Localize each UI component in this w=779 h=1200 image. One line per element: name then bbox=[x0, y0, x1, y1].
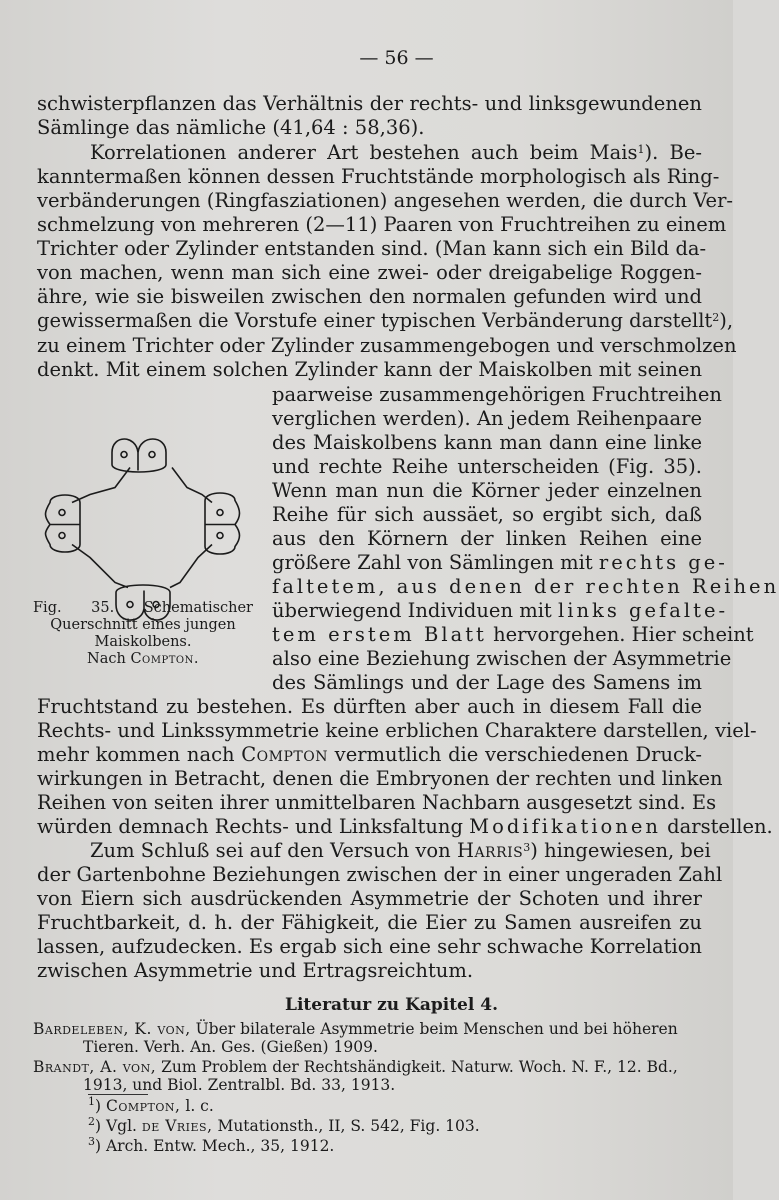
text-line: Wenn man nun die Körner jeder einzelnen bbox=[272, 479, 702, 502]
text-segment: Korrelationen anderer Art bestehen auch beim Mais bbox=[90, 141, 638, 164]
text-line bbox=[37, 839, 711, 862]
kernel-dot bbox=[121, 452, 127, 458]
page-number: — 56 — bbox=[359, 47, 434, 69]
text-segment: gewissermaßen die Vorstufe einer typischen Verbänderung darstellt bbox=[37, 309, 713, 332]
text-line: ähre, wie sie bisweilen zwischen den normalen gefunden wird und bbox=[37, 285, 702, 308]
footnote-text: Arch. Entw. Mech., 35, 1912. bbox=[105, 1137, 335, 1155]
text-line: Fruchtbarkeit, d. h. der Fähigkeit, die Eier zu Samen ausreifen zu bbox=[37, 911, 702, 934]
text-line: Fruchtstand zu bestehen. Es dürften aber auch in diesem Fall die bbox=[37, 695, 702, 718]
text-line: von machen, wenn man sich eine zwei- oder dreigabelige Roggen- bbox=[37, 261, 702, 284]
footnote-ref: 2 bbox=[712, 311, 720, 324]
text-line: Sämlinge das nämliche (41,64 : 58,36). bbox=[37, 116, 425, 139]
caption-line: Fig. 35. Schematischer bbox=[33, 600, 253, 616]
figure-caption bbox=[33, 600, 253, 668]
text-segment: mehr kommen nach bbox=[37, 743, 235, 766]
footnote-text: l. c. bbox=[185, 1097, 214, 1115]
footnote-mark: 2 bbox=[88, 1115, 95, 1128]
reference-entry bbox=[33, 1020, 703, 1056]
text-line: der Gartenbohne Beziehungen zwischen der in einer ungeraden Zahl bbox=[37, 863, 723, 886]
text-line: also eine Beziehung zwischen der Asymmetrie bbox=[272, 647, 732, 670]
footnote-text: Mutationsth., II, S. 542, Fig. 103. bbox=[217, 1117, 480, 1135]
text-segment: vermutlich die verschiedenen Druck- bbox=[334, 743, 703, 766]
kernel-pair-left bbox=[46, 495, 81, 552]
text-line bbox=[272, 599, 729, 622]
reference-author: Brandt, A. von, bbox=[33, 1058, 157, 1076]
kernel-dot bbox=[59, 533, 65, 539]
footnote: $^2$) Vgl. de Vries, Mutationsth., II, S. 542, Fig. 103. bbox=[88, 1115, 480, 1135]
text-line: von Eiern sich ausdrückenden Asymmetrie der Schoten und ihrer bbox=[37, 887, 702, 910]
spaced-emphasis: tem erstem Blatt bbox=[272, 623, 487, 646]
caption-line: Querschnitt eines jungen bbox=[50, 617, 236, 633]
footnote-mark: 3 bbox=[88, 1135, 95, 1148]
literature-heading: Literatur zu Kapitel 4. bbox=[285, 995, 498, 1015]
text-line: kanntermaßen können dessen Fruchtstände morphologisch als Ring- bbox=[37, 165, 720, 188]
spaced-emphasis: Modifikationen bbox=[469, 815, 661, 838]
text-segment: würden demnach Rechts- und Linksfaltung bbox=[37, 815, 463, 838]
author-name: Compton, bbox=[105, 1097, 181, 1115]
text-line: lassen, aufzudecken. Es ergab sich eine sehr schwache Korrelation bbox=[37, 935, 702, 958]
text-line bbox=[272, 575, 779, 598]
caption-line: Maiskolbens. bbox=[94, 634, 192, 650]
text-line: Reihe für sich aussäet, so ergibt sich, daß bbox=[272, 503, 702, 526]
text-line bbox=[37, 141, 702, 164]
text-segment: ) bbox=[530, 839, 545, 862]
text-line: Trichter oder Zylinder entstanden sind. (Man kann sich ein Bild da- bbox=[37, 237, 707, 260]
footnote-mark: 1 bbox=[88, 1095, 95, 1108]
spaced-emphasis: links gefalte- bbox=[557, 599, 729, 622]
kernel-dot bbox=[217, 510, 223, 516]
text-line: aus den Körnern der linken Reihen eine bbox=[272, 527, 702, 550]
reference-text: Über bilaterale Asymmetrie beim Menschen und bei höheren bbox=[195, 1020, 678, 1038]
kernel-pair-top bbox=[112, 439, 166, 472]
text-line: schwisterpflanzen das Verhältnis der rechts- und linksgewundenen bbox=[37, 92, 702, 115]
text-segment: ), bbox=[719, 309, 734, 332]
text-line bbox=[272, 551, 728, 574]
kernel-dot bbox=[217, 533, 223, 539]
footnote-divider bbox=[88, 1094, 148, 1095]
text-line: verbänderungen (Ringfasziationen) angesehen werden, die durch Ver- bbox=[37, 189, 734, 212]
text-line: paarweise zusammengehörigen Fruchtreihen bbox=[272, 383, 722, 406]
text-line: denkt. Mit einem solchen Zylinder kann der Maiskolben mit seinen bbox=[37, 358, 702, 381]
text-segment: Zum Schluß sei auf den Versuch von bbox=[90, 839, 451, 862]
text-line: zwischen Asymmetrie und Ertragsreichtum. bbox=[37, 959, 474, 982]
text-line: und rechte Reihe unterscheiden (Fig. 35). bbox=[272, 455, 702, 478]
caption-text: Nach bbox=[87, 651, 126, 667]
kernel-pair-right bbox=[205, 493, 240, 554]
footnote-ref: 1 bbox=[637, 143, 645, 156]
reference-entry bbox=[33, 1058, 703, 1094]
text-segment: überwiegend Individuen mit bbox=[272, 599, 552, 622]
caption-line bbox=[33, 651, 253, 668]
text-line: wirkungen in Betracht, denen die Embryonen der rechten und linken bbox=[37, 767, 723, 790]
text-segment: größere Zahl von Sämlingen mit bbox=[272, 551, 593, 574]
reference-text: Zum Problem der Rechtshändigkeit. Naturw. Woch. N. F., 12. Bd., bbox=[161, 1058, 678, 1076]
text-line bbox=[272, 623, 754, 646]
kernel-dot bbox=[149, 452, 155, 458]
spaced-emphasis: rechts ge- bbox=[598, 551, 728, 574]
text-line: des Maiskolbens kann man dann eine linke bbox=[272, 431, 702, 454]
text-line: Reihen von seiten ihrer unmittelbaren Nachbarn ausgesetzt sind. Es bbox=[37, 791, 717, 814]
text-line bbox=[37, 743, 702, 766]
author-name: Harris bbox=[456, 839, 524, 862]
text-line: verglichen werden). An jedem Reihenpaare bbox=[272, 407, 702, 430]
author-name: de Vries, bbox=[141, 1117, 213, 1135]
text-segment: hervorgehen. Hier scheint bbox=[493, 623, 754, 646]
reference-text: 1913, und Biol. Zentralbl. Bd. 33, 1913. bbox=[83, 1076, 396, 1094]
kernel-dot bbox=[59, 510, 65, 516]
author-name: Compton. bbox=[130, 651, 199, 667]
text-segment: faltetem, aus denen der rechten Reihen bbox=[272, 575, 779, 598]
text-line: zu einem Trichter oder Zylinder zusammengebogen und verschmolzen bbox=[37, 334, 737, 357]
text-segment: Be- bbox=[669, 141, 703, 164]
text-line: Rechts- und Linkssymmetrie keine erblichen Charaktere darstellen, viel- bbox=[37, 719, 757, 742]
footnote-text: Vgl. bbox=[105, 1117, 137, 1135]
text-line bbox=[37, 309, 734, 332]
text-line: des Sämlings und der Lage des Samens im bbox=[272, 671, 702, 694]
footnote-ref: 3 bbox=[523, 841, 531, 854]
author-name: Compton bbox=[241, 743, 328, 766]
text-segment: hingewiesen, bei bbox=[544, 839, 711, 862]
text-segment: darstellen. bbox=[667, 815, 773, 838]
reference-author: Bardeleben, K. von, bbox=[33, 1020, 191, 1038]
kernel-ring-outline bbox=[72, 468, 212, 588]
footnote: $^3$) Arch. Entw. Mech., 35, 1912. bbox=[88, 1135, 335, 1155]
text-line: schmelzung von mehreren (2—11) Paaren von Fruchtreihen zu einem bbox=[37, 213, 727, 236]
footnote: $^1$) Compton, l. c. bbox=[88, 1095, 214, 1115]
text-segment: ). bbox=[644, 141, 670, 164]
text-line bbox=[37, 815, 773, 838]
reference-text: Tieren. Verh. An. Ges. (Gießen) 1909. bbox=[83, 1038, 378, 1056]
